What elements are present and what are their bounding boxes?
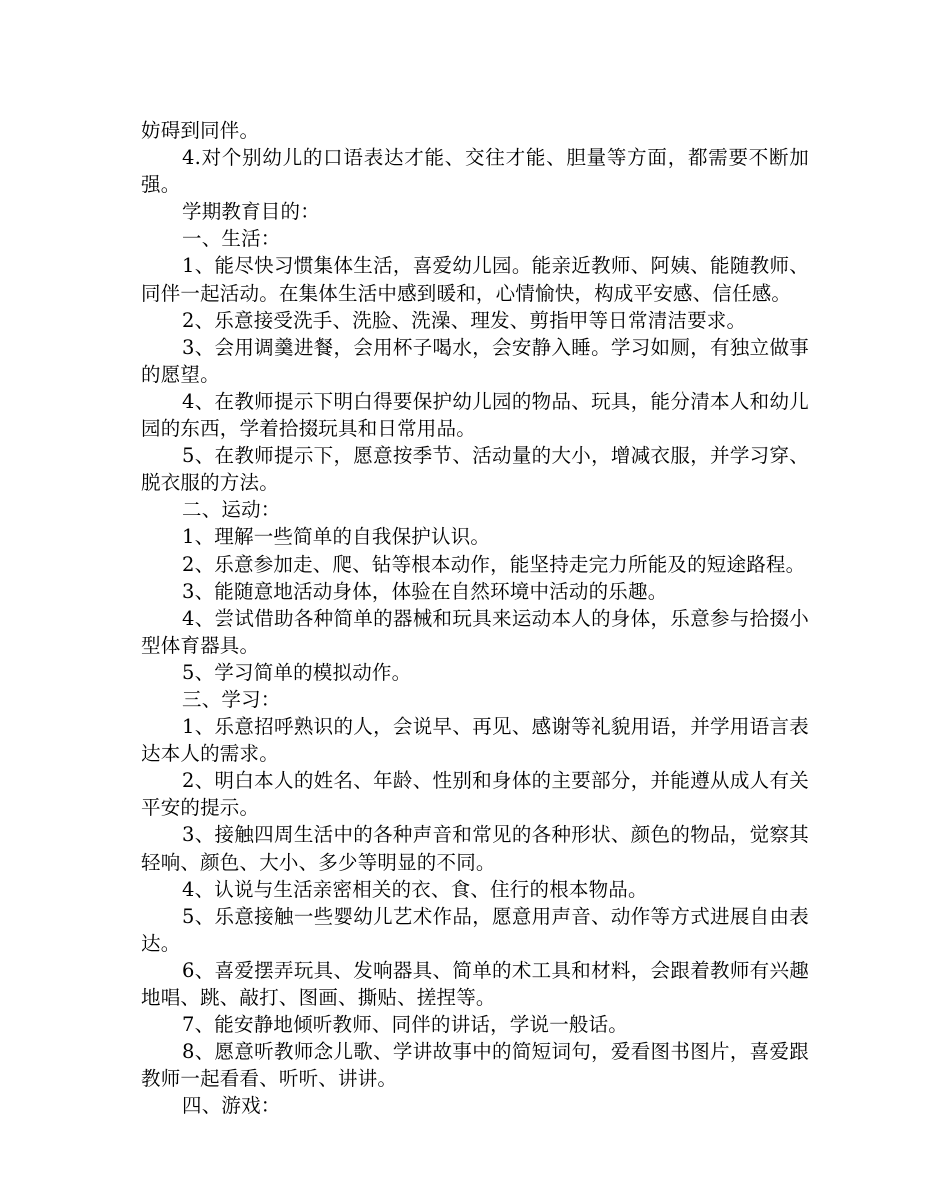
- document-paragraph: 5、在教师提示下，愿意按季节、活动量的大小，增减衣服，并学习穿、脱衣服的方法。: [141, 444, 809, 495]
- document-paragraph: 学期教育目的：: [182, 200, 320, 224]
- document-paragraph: 7、能安静地倾听教师、同伴的讲话，学说一般话。: [182, 1013, 629, 1037]
- document-paragraph: 3、能随意地活动身体，体验在自然环境中活动的乐趣。: [182, 579, 668, 603]
- document-paragraph: 四、游戏：: [182, 1094, 281, 1118]
- document-paragraph: 4、尝试借助各种简单的器械和玩具来运动本人的身体，乐意参与拾掇小型体育器具。: [141, 606, 809, 657]
- document-paragraph: 三、学习：: [182, 687, 281, 711]
- document-paragraph: 2、乐意参加走、爬、钻等根本动作，能坚持走完力所能及的短途路程。: [182, 552, 806, 576]
- document-paragraph: 8、愿意听教师念儿歌、学讲故事中的简短词句，爱看图书图片，喜爱跟教师一起看看、听听、讲讲。: [141, 1040, 809, 1091]
- document-paragraph: 3、接触四周生活中的各种声音和常见的各种形状、颜色的物品，觉察其轻响、颜色、大小、多少等明显的不同。: [141, 823, 809, 874]
- document-paragraph: 1、理解一些简单的自我保护认识。: [182, 525, 491, 549]
- document-paragraph: 2、乐意接受洗手、洗脸、洗澡、理发、剪指甲等日常清洁要求。: [182, 308, 747, 332]
- document-paragraph: 6、喜爱摆弄玩具、发响器具、简单的术工具和材料，会跟着教师有兴趣地唱、跳、敲打、图画、撕贴、搓捏等。: [141, 958, 809, 1009]
- document-paragraph: 5、乐意接触一些婴幼儿艺术作品，愿意用声音、动作等方式进展自由表达。: [141, 904, 809, 955]
- document-paragraph: 妨碍到同伴。: [141, 119, 260, 142]
- document-paragraph: 5、学习简单的模拟动作。: [182, 660, 412, 684]
- document-paragraph: 二、运动：: [182, 498, 281, 522]
- document-body: [141, 117, 809, 1119]
- document-paragraph: 2、明白本人的姓名、年龄、性别和身体的主要部分，并能遵从成人有关平安的提示。: [141, 769, 809, 820]
- document-paragraph: 一、生活：: [182, 227, 281, 251]
- document-paragraph: 4.对个别幼儿的口语表达才能、交往才能、胆量等方面，都需要不断加强。: [141, 146, 809, 197]
- document-paragraph: 3、会用调羹进餐，会用杯子喝水，会安静入睡。学习如厕，有独立做事的愿望。: [141, 335, 809, 386]
- document-paragraph: 4、认说与生活亲密相关的衣、食、住行的根本物品。: [182, 877, 648, 901]
- document-paragraph: 1、能尽快习惯集体生活，喜爱幼儿园。能亲近教师、阿姨、能随教师、同伴一起活动。在集体生活中感到暖和，心情愉快，构成平安感、信任感。: [141, 254, 809, 305]
- document-paragraph: 4、在教师提示下明白得要保护幼儿园的物品、玩具，能分清本人和幼儿园的东西，学着拾掇玩具和日常用品。: [141, 389, 809, 441]
- document-paragraph: 1、乐意招呼熟识的人，会说早、再见、感谢等礼貌用语，并学用语言表达本人的需求。: [141, 715, 809, 766]
